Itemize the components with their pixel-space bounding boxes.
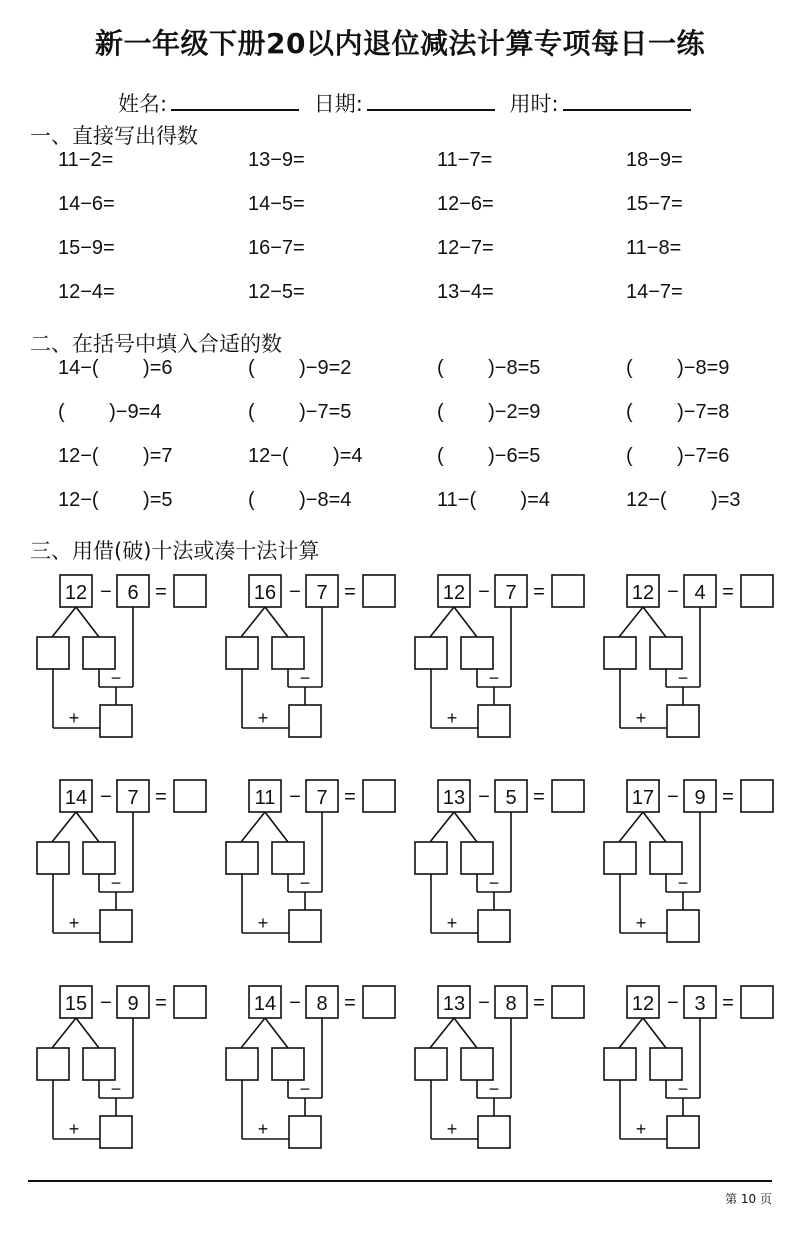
minus-sign: − [667, 581, 679, 603]
subtrahend-number: 3 [694, 993, 706, 1015]
answer-box[interactable] [174, 780, 206, 812]
equals-sign: = [155, 786, 167, 808]
plus-operator-label: + [257, 913, 269, 933]
minuend-number: 15 [64, 993, 88, 1015]
split-box-right[interactable] [272, 842, 304, 874]
time-blank[interactable] [563, 91, 691, 111]
minus-sign: − [667, 786, 679, 808]
arithmetic-problem[interactable]: 14−5= [248, 193, 305, 215]
subtrahend-number: 7 [316, 582, 328, 604]
section1-title: 一、直接写出得数 [30, 124, 198, 148]
minus-sign: − [289, 992, 301, 1014]
minus-operator-label: − [110, 873, 122, 893]
split-box-right[interactable] [650, 1048, 682, 1080]
minuend-number: 13 [442, 993, 466, 1015]
branch-line-right [265, 607, 288, 637]
arithmetic-problem[interactable]: 12−6= [437, 193, 494, 215]
student-info-row [118, 88, 699, 118]
intermediate-result-box[interactable] [289, 1116, 321, 1148]
decomposition-diagram [225, 574, 403, 744]
intermediate-result-box[interactable] [100, 1116, 132, 1148]
branch-line-left [241, 607, 265, 637]
minuend-number: 12 [64, 582, 88, 604]
minus-sign: − [478, 581, 490, 603]
subtrahend-number: 7 [127, 787, 139, 809]
split-box-left[interactable] [37, 637, 69, 669]
split-box-left[interactable] [415, 1048, 447, 1080]
branch-line-right [643, 607, 666, 637]
intermediate-result-box[interactable] [667, 1116, 699, 1148]
answer-box[interactable] [741, 780, 773, 812]
arithmetic-problem[interactable]: 11−7= [437, 149, 493, 171]
branch-line-left [52, 1018, 76, 1048]
branch-line-right [454, 1018, 477, 1048]
equals-sign: = [344, 786, 356, 808]
equals-sign: = [155, 992, 167, 1014]
arithmetic-problem[interactable]: 18−9= [626, 149, 683, 171]
intermediate-result-box[interactable] [289, 910, 321, 942]
plus-operator-label: + [635, 1119, 647, 1139]
section2-title: 二、在括号中填入合适的数 [30, 332, 282, 356]
split-box-right[interactable] [461, 637, 493, 669]
answer-box[interactable] [363, 575, 395, 607]
fill-in-problem[interactable]: ( )−7=6 [626, 445, 730, 467]
intermediate-result-box[interactable] [100, 705, 132, 737]
subtrahend-number: 8 [316, 993, 328, 1015]
subtrahend-number: 7 [505, 582, 517, 604]
minuend-number: 11 [254, 787, 276, 809]
arithmetic-problem[interactable]: 12−7= [437, 237, 494, 259]
plus-operator-label: + [68, 913, 80, 933]
branch-line-left [430, 607, 454, 637]
answer-box[interactable] [363, 986, 395, 1018]
equals-sign: = [533, 581, 545, 603]
plus-operator-label: + [446, 708, 458, 728]
minus-sign: − [100, 786, 112, 808]
equals-sign: = [722, 786, 734, 808]
split-box-right[interactable] [83, 842, 115, 874]
equals-sign: = [533, 992, 545, 1014]
split-box-right[interactable] [650, 842, 682, 874]
page-title: 新一年级下册20以内退位减法计算专项每日一练 [95, 27, 705, 60]
subtrahend-number: 8 [505, 993, 517, 1015]
intermediate-result-box[interactable] [667, 910, 699, 942]
arithmetic-problem[interactable]: 12−4= [58, 281, 115, 303]
name-field[interactable] [118, 88, 299, 118]
minus-sign: − [289, 581, 301, 603]
fill-in-problem[interactable]: ( )−7=5 [248, 401, 352, 423]
fill-in-problem[interactable]: ( )−8=5 [437, 357, 541, 379]
arithmetic-problem[interactable]: 13−4= [437, 281, 494, 303]
minuend-number: 12 [442, 582, 466, 604]
split-box-right[interactable] [272, 1048, 304, 1080]
split-box-right[interactable] [461, 842, 493, 874]
subtrahend-number: 4 [694, 582, 706, 604]
decomposition-diagram [603, 985, 781, 1155]
split-box-left[interactable] [415, 637, 447, 669]
fill-in-problem[interactable]: 14−( )=6 [58, 357, 173, 379]
split-box-left[interactable] [226, 637, 258, 669]
fill-in-problem[interactable]: ( )−8=4 [248, 489, 352, 511]
minus-sign: − [478, 992, 490, 1014]
answer-box[interactable] [552, 575, 584, 607]
page-number: 第 10 页 [725, 1192, 772, 1206]
arithmetic-problem[interactable]: 14−6= [58, 193, 115, 215]
minus-operator-label: − [488, 668, 500, 688]
fill-in-problem[interactable]: ( )−6=5 [437, 445, 541, 467]
time-label: 用时: [509, 92, 559, 116]
branch-line-right [265, 812, 288, 842]
minuend-number: 13 [442, 787, 466, 809]
arithmetic-problem[interactable]: 15−9= [58, 237, 115, 259]
minus-sign: − [100, 992, 112, 1014]
decomposition-diagram [414, 574, 592, 744]
subtrahend-number: 5 [505, 787, 517, 809]
decomposition-diagram [414, 985, 592, 1155]
answer-box[interactable] [552, 986, 584, 1018]
subtrahend-number: 9 [127, 993, 139, 1015]
split-box-left[interactable] [37, 1048, 69, 1080]
plus-operator-label: + [68, 708, 80, 728]
plus-operator-label: + [446, 913, 458, 933]
fill-in-problem[interactable]: 12−( )=5 [58, 489, 173, 511]
arithmetic-problem[interactable]: 11−2= [58, 149, 114, 171]
fill-in-problem[interactable]: ( )−2=9 [437, 401, 541, 423]
split-box-left[interactable] [415, 842, 447, 874]
plus-operator-label: + [635, 913, 647, 933]
minus-operator-label: − [299, 1079, 311, 1099]
time-field[interactable] [510, 88, 691, 118]
split-box-right[interactable] [83, 637, 115, 669]
branch-line-left [430, 812, 454, 842]
decomposition-diagram [603, 574, 781, 744]
branch-line-right [265, 1018, 288, 1048]
minuend-number: 17 [631, 787, 655, 809]
minuend-number: 14 [253, 993, 277, 1015]
answer-box[interactable] [741, 986, 773, 1018]
minus-operator-label: − [677, 1079, 689, 1099]
minus-operator-label: − [299, 873, 311, 893]
minus-operator-label: − [677, 668, 689, 688]
answer-box[interactable] [174, 575, 206, 607]
fill-in-problem[interactable]: 12−( )=7 [58, 445, 173, 467]
date-label: 日期: [313, 92, 363, 116]
subtrahend-number: 9 [694, 787, 706, 809]
branch-line-left [619, 1018, 643, 1048]
fill-in-problem[interactable]: 11−( )=4 [437, 489, 551, 511]
date-blank[interactable] [367, 91, 495, 111]
branch-line-left [52, 812, 76, 842]
split-box-right[interactable] [461, 1048, 493, 1080]
branch-line-left [619, 607, 643, 637]
split-box-right[interactable] [650, 637, 682, 669]
arithmetic-problem[interactable]: 13−9= [248, 149, 305, 171]
split-box-left[interactable] [37, 842, 69, 874]
split-box-left[interactable] [604, 1048, 636, 1080]
equals-sign: = [344, 581, 356, 603]
fill-in-problem[interactable]: ( )−7=8 [626, 401, 730, 423]
arithmetic-problem[interactable]: 15−7= [626, 193, 683, 215]
answer-box[interactable] [552, 780, 584, 812]
arithmetic-problem[interactable]: 12−5= [248, 281, 305, 303]
branch-line-right [76, 607, 99, 637]
branch-line-right [643, 812, 666, 842]
decomposition-diagram [225, 985, 403, 1155]
minus-operator-label: − [110, 668, 122, 688]
subtrahend-number: 6 [127, 582, 139, 604]
decomposition-diagram [36, 779, 214, 949]
answer-box[interactable] [363, 780, 395, 812]
branch-line-left [241, 1018, 265, 1048]
intermediate-result-box[interactable] [100, 910, 132, 942]
minus-operator-label: − [110, 1079, 122, 1099]
split-box-left[interactable] [226, 842, 258, 874]
plus-operator-label: + [635, 708, 647, 728]
decomposition-diagram [36, 574, 214, 744]
answer-box[interactable] [741, 575, 773, 607]
name-blank[interactable] [171, 91, 299, 111]
minus-operator-label: − [488, 1079, 500, 1099]
plus-operator-label: + [68, 1119, 80, 1139]
branch-line-right [643, 1018, 666, 1048]
branch-line-left [241, 812, 265, 842]
branch-line-right [454, 812, 477, 842]
minuend-number: 14 [64, 787, 88, 809]
minus-sign: − [667, 992, 679, 1014]
fill-in-problem[interactable]: ( )−8=9 [626, 357, 730, 379]
plus-operator-label: + [257, 1119, 269, 1139]
split-box-right[interactable] [83, 1048, 115, 1080]
branch-line-left [52, 607, 76, 637]
section3-title: 三、用借(破)十法或凑十法计算 [30, 539, 320, 563]
branch-line-right [76, 1018, 99, 1048]
minus-sign: − [478, 786, 490, 808]
minus-sign: − [100, 581, 112, 603]
subtrahend-number: 7 [316, 787, 328, 809]
split-box-left[interactable] [604, 637, 636, 669]
name-label: 姓名: [118, 92, 168, 116]
equals-sign: = [155, 581, 167, 603]
fill-in-problem[interactable]: ( )−9=4 [58, 401, 162, 423]
fill-in-problem[interactable]: 12−( )=3 [626, 489, 741, 511]
decomposition-diagram [603, 779, 781, 949]
equals-sign: = [722, 992, 734, 1014]
equals-sign: = [344, 992, 356, 1014]
fill-in-problem[interactable]: ( )−9=2 [248, 357, 352, 379]
answer-box[interactable] [174, 986, 206, 1018]
minuend-number: 12 [631, 582, 655, 604]
split-box-right[interactable] [272, 637, 304, 669]
minus-sign: − [289, 786, 301, 808]
fill-in-problem[interactable]: 12−( )=4 [248, 445, 363, 467]
arithmetic-problem[interactable]: 16−7= [248, 237, 305, 259]
date-field[interactable] [314, 88, 495, 118]
arithmetic-problem[interactable]: 11−8= [626, 237, 682, 259]
intermediate-result-box[interactable] [478, 910, 510, 942]
intermediate-result-box[interactable] [667, 705, 699, 737]
minuend-number: 16 [253, 582, 277, 604]
intermediate-result-box[interactable] [289, 705, 321, 737]
minus-operator-label: − [677, 873, 689, 893]
equals-sign: = [722, 581, 734, 603]
split-box-left[interactable] [604, 842, 636, 874]
minus-operator-label: − [299, 668, 311, 688]
decomposition-diagram [36, 985, 214, 1155]
decomposition-diagram [414, 779, 592, 949]
branch-line-left [430, 1018, 454, 1048]
plus-operator-label: + [257, 708, 269, 728]
branch-line-right [454, 607, 477, 637]
intermediate-result-box[interactable] [478, 705, 510, 737]
plus-operator-label: + [446, 1119, 458, 1139]
minuend-number: 12 [631, 993, 655, 1015]
branch-line-left [619, 812, 643, 842]
equals-sign: = [533, 786, 545, 808]
intermediate-result-box[interactable] [478, 1116, 510, 1148]
decomposition-diagram [225, 779, 403, 949]
footer-divider [28, 1180, 772, 1182]
arithmetic-problem[interactable]: 14−7= [626, 281, 683, 303]
split-box-left[interactable] [226, 1048, 258, 1080]
branch-line-right [76, 812, 99, 842]
minus-operator-label: − [488, 873, 500, 893]
